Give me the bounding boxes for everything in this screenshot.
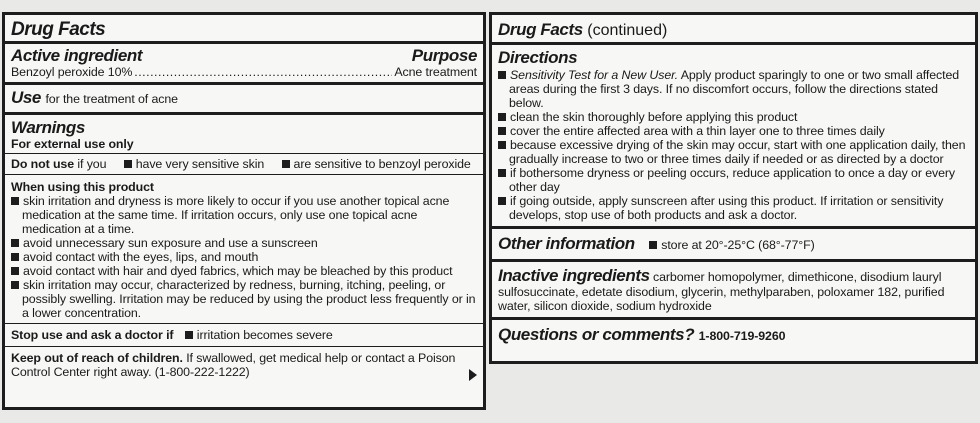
drug-facts-title: Drug Facts — [498, 20, 583, 39]
questions-title: Questions or comments? — [498, 325, 695, 344]
inactive-title: Inactive ingredients — [498, 266, 650, 285]
do-not-use-section — [5, 154, 483, 175]
when-using-item: avoid contact with hair and dyed fabrics, which may be bleached by this product — [11, 264, 477, 278]
do-not-use-label: Do not use — [11, 157, 75, 171]
stop-use-section — [5, 324, 483, 347]
inactive-text: carbomer homopolymer, dimethicone, disodium lauryl sulfosuccinate, edetate disodium, glycerin, methylparaben, poloxamer 182, purified water, silicon dioxide, sodium hydroxide — [498, 270, 945, 313]
purpose-header: Purpose — [411, 46, 477, 65]
other-info-item: store at 20°-25°C (68°-77°F) — [661, 238, 815, 252]
ingredient-row — [11, 65, 477, 79]
warnings-section — [5, 115, 483, 154]
do-not-use-item: are sensitive to benzoyl peroxide — [293, 157, 471, 171]
bullet-square — [124, 160, 132, 168]
stop-use-label: Stop use and ask a doctor if — [11, 328, 174, 342]
bullet-square — [185, 331, 193, 339]
inactive-ingredients-section — [492, 262, 975, 320]
drug-facts-continued-panel — [489, 12, 978, 364]
drug-facts-continued-header — [492, 15, 975, 45]
bullet-square — [649, 241, 657, 249]
directions-item: if going outside, apply sunscreen after using this product. If irritation or sensitivity develops, stop use of both products and ask a doctor. — [498, 194, 969, 222]
continue-arrow-icon — [469, 369, 477, 381]
directions-section — [492, 45, 975, 229]
when-using-item: skin irritation may occur, characterized by redness, burning, itching, peeling, or possibly swelling. Irritation may be reduced by using the product less frequently or in a lower concentration. — [11, 278, 477, 320]
active-ingredient-header: Active ingredient — [11, 46, 143, 65]
ingredient-name: Benzoyl peroxide 10% — [11, 65, 133, 79]
ingredient-purpose: Acne treatment — [394, 65, 477, 79]
leader-dots — [134, 65, 392, 79]
external-use-text: For external use only — [11, 137, 134, 151]
keep-out-text: If swallowed, get medical help or contact a Poison Control Center right away. (1-800-222-1222) — [11, 351, 456, 379]
when-using-item: avoid unnecessary sun exposure and use a sunscreen — [11, 236, 477, 250]
stop-use-item: irritation becomes severe — [196, 328, 333, 342]
keep-out-label: Keep out of reach of children. — [11, 351, 183, 365]
bullet-square — [282, 160, 290, 168]
drug-facts-panel — [2, 12, 486, 410]
warnings-title: Warnings — [11, 118, 85, 137]
questions-phone: 1-800-719-9260 — [698, 329, 786, 343]
do-not-use-item: have very sensitive skin — [135, 157, 265, 171]
do-not-use-if: if you — [77, 157, 107, 171]
drug-facts-header — [5, 15, 483, 44]
directions-item: if bothersome dryness or peeling occurs, reduce application to once a day or every other day — [498, 166, 969, 194]
use-text: for the treatment of acne — [45, 92, 178, 106]
when-using-section — [5, 175, 483, 324]
when-using-item: skin irritation and dryness is more likely to occur if you use another topical acne medication at the same time. If irritation occurs, only use one topical acne medication at a time. — [11, 194, 477, 236]
continued-label: (continued) — [587, 22, 668, 39]
when-using-title: When using this product — [11, 180, 154, 194]
other-info-title: Other information — [498, 234, 635, 253]
directions-item: because excessive drying of the skin may occur, start with one application daily, then gradually increase to two or three times daily if needed or as directed by a doctor — [498, 138, 969, 166]
when-using-item: avoid contact with the eyes, lips, and mouth — [11, 250, 477, 264]
use-section — [5, 85, 483, 115]
other-info-section — [492, 229, 975, 262]
keep-out-section — [5, 347, 483, 407]
directions-item: clean the skin thoroughly before applying this product — [498, 110, 969, 124]
use-label: Use — [11, 88, 41, 107]
questions-section — [492, 320, 975, 350]
drug-facts-title: Drug Facts — [11, 19, 106, 40]
active-ingredient-section — [5, 44, 483, 85]
directions-item: Sensitivity Test for a New User. Apply product sparingly to one or two small affected areas during the first 3 days. If no discomfort occurs, follow the directions stated below. — [498, 68, 969, 110]
directions-title: Directions — [498, 48, 578, 67]
directions-item: cover the entire affected area with a thin layer one to three times daily — [498, 124, 969, 138]
